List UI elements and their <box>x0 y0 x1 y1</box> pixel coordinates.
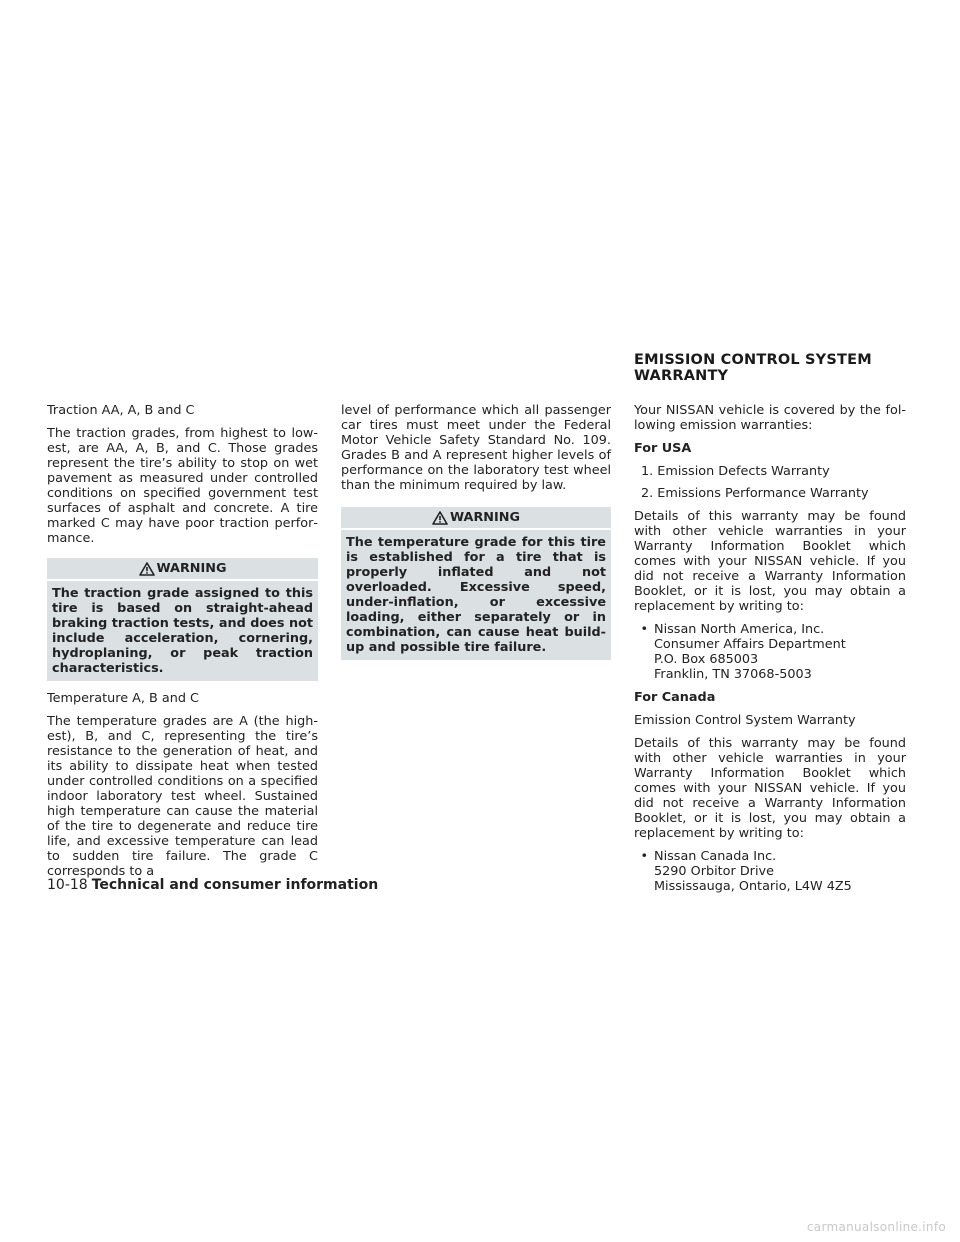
traction-heading: Traction AA, A, B and C <box>47 403 195 418</box>
column-right <box>634 403 906 902</box>
section-heading-line2: WARRANTY <box>634 368 729 384</box>
canada-heading: For Canada <box>634 690 716 705</box>
column-left <box>47 403 318 887</box>
bullet: • <box>640 622 648 637</box>
address-line: 5290 Orbitor Drive <box>654 864 774 879</box>
temperature-heading: Temperature A, B and C <box>47 691 199 706</box>
warning-triangle-icon <box>432 511 448 525</box>
list-item <box>634 622 906 682</box>
bullet: • <box>640 849 648 864</box>
traction-paragraph: The traction grades, from highest to lowest, are AA, A, B, and C. Those grades represent the tire’s ability to stop on wet pavement as measured under controlled conditions on specified government test surfaces of asphalt and concrete. A tire marked C may have poor traction performance. <box>47 426 318 546</box>
column-middle <box>341 403 611 670</box>
usa-heading: For USA <box>634 441 692 456</box>
address-line: Consumer Affairs Department <box>654 637 846 652</box>
warning-box-temperature <box>341 507 611 660</box>
temperature-paragraph-continued: level of performance which all passenger car tires must meet under the Federal Motor Vehicle Safety Standard No. 109. Grades B and A represent higher levels of performance on the laboratory test wheel than the minimum required by law. <box>341 403 611 493</box>
page-number: 10-18 <box>47 877 88 893</box>
canada-address <box>654 849 852 894</box>
address-line: Mississauga, Ontario, L4W 4Z5 <box>654 879 852 894</box>
canada-item: Emission Control System Warranty <box>634 713 856 728</box>
warning-box-traction <box>47 558 318 681</box>
warning-text: The temperature grade for this tire is established for a tire that is properly inflated and not overloaded. Excessive speed, under-inflation, or excessive loading, either separately or in combination, can cause heat build-up and possible tire failure. <box>346 535 606 655</box>
address-line: Franklin, TN 37068-5003 <box>654 667 812 682</box>
section-heading-line1: EMISSION CONTROL SYSTEM <box>634 352 872 368</box>
canada-details: Details of this warranty may be found with other vehicle warranties in your Warranty Information Booklet which comes with your NISSAN vehicle. If you did not receive a Warranty Information Booklet, or it is lost, you may obtain a replacement by writing to: <box>634 736 906 841</box>
usa-address <box>654 622 846 682</box>
canada-address-list <box>634 849 906 894</box>
emission-intro: Your NISSAN vehicle is covered by the following emission warranties: <box>634 403 906 433</box>
warning-text: The traction grade assigned to this tire is based on straight-ahead braking traction tests, and does not include acceleration, cornering, hydroplaning, or peak traction characteristics. <box>52 586 313 676</box>
warning-title: WARNING <box>156 561 227 576</box>
list-item: 2. Emissions Performance Warranty <box>641 486 869 501</box>
warning-header <box>47 558 318 581</box>
chapter-title: Technical and consumer information <box>91 877 379 893</box>
page-footer <box>47 877 378 893</box>
warning-triangle-icon <box>139 562 155 576</box>
address-line: P.O. Box 685003 <box>654 652 759 667</box>
list-item: 1. Emission Defects Warranty <box>641 464 830 479</box>
section-heading-emission-warranty <box>634 352 914 384</box>
address-line: Nissan Canada Inc. <box>654 849 777 864</box>
usa-address-list <box>634 622 906 682</box>
warning-title: WARNING <box>450 510 520 525</box>
warning-header <box>341 507 611 530</box>
watermark: carmanualsonline.info <box>806 1220 946 1234</box>
address-line: Nissan North America, Inc. <box>654 622 825 637</box>
usa-details: Details of this warranty may be found with other vehicle warranties in your Warranty Information Booklet which comes with your NISSAN vehicle. If you did not receive a Warranty Information Booklet, or it is lost, you may obtain a replacement by writing to: <box>634 509 906 614</box>
list-item <box>634 849 906 894</box>
usa-warranty-list <box>634 464 906 501</box>
temperature-paragraph: The temperature grades are A (the highest), B, and C, representing the tire’s resistance to the generation of heat, and its ability to dissipate heat when tested under controlled conditions on a specified indoor laboratory test wheel. Sustained high temperature can cause the material of the tire to degenerate and reduce tire life, and excessive temperature can lead to sudden tire failure. The grade C corresponds to a <box>47 714 318 879</box>
